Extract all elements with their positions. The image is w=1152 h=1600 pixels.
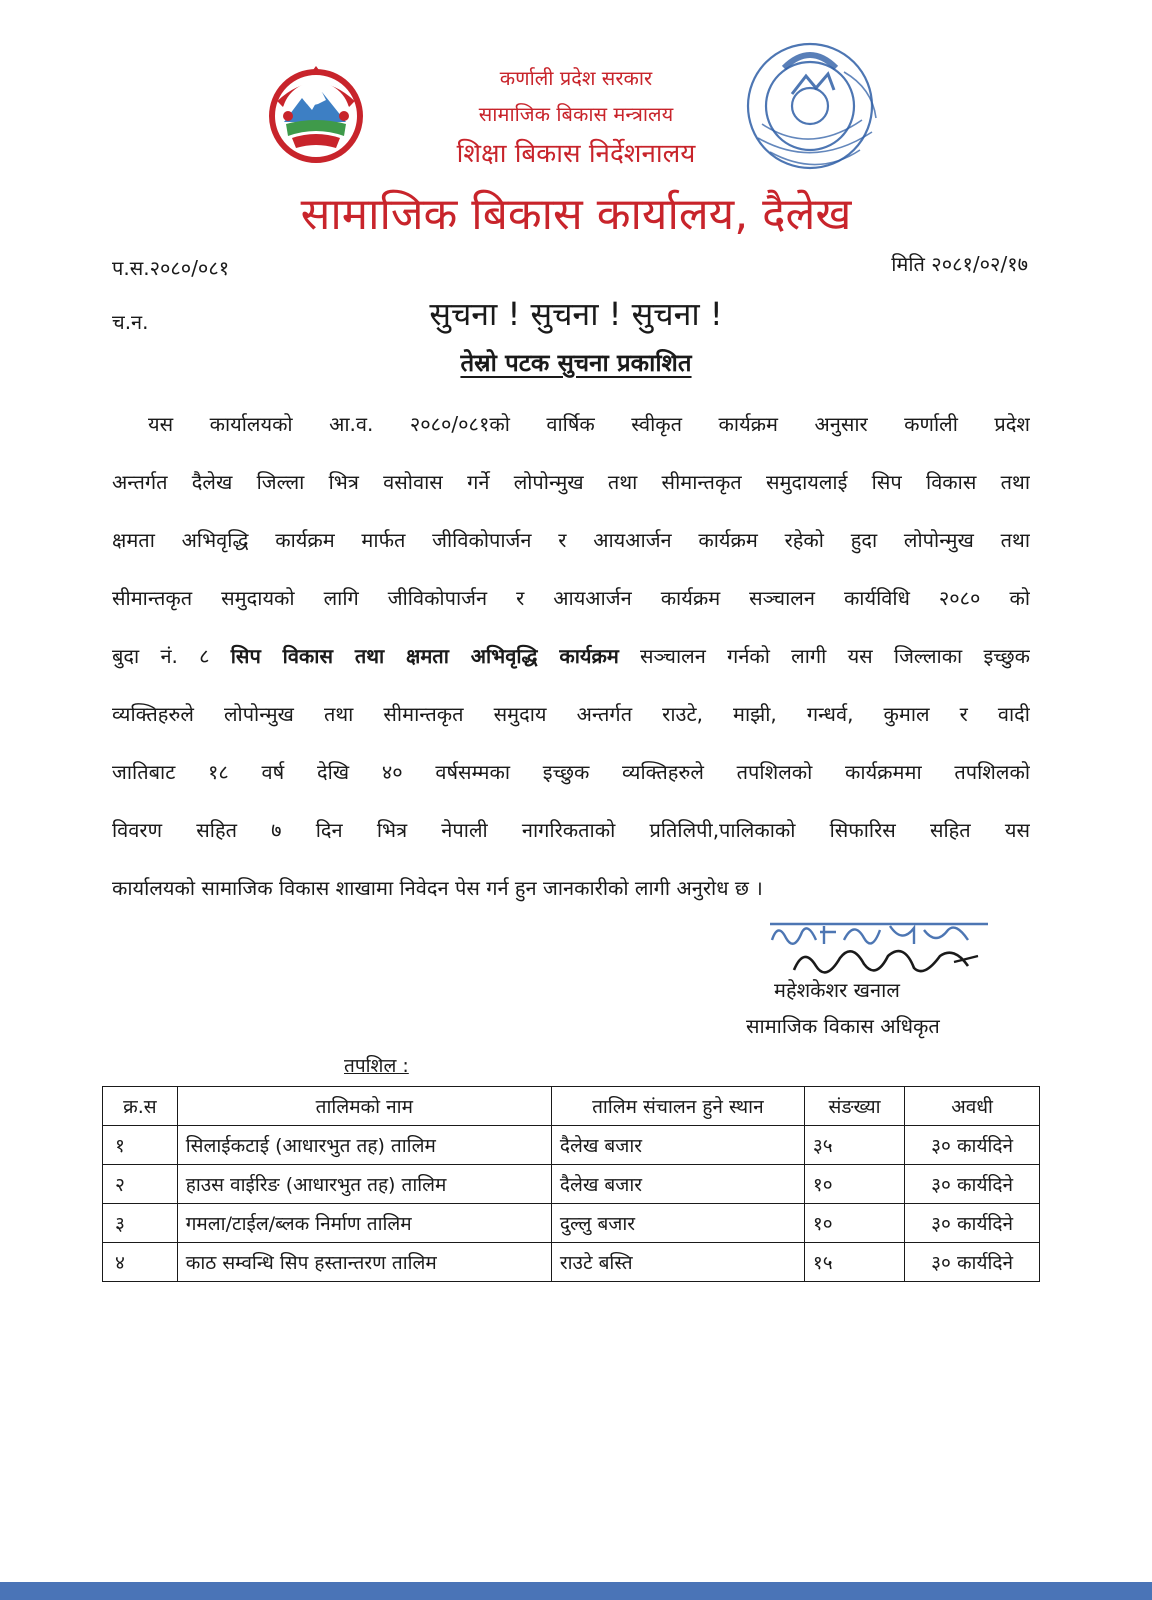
notice-subtitle-text: तेस्रो पटक सुचना प्रकाशित — [460, 349, 692, 377]
signatory-name: महेशकेशर खनाल — [774, 978, 900, 1002]
cell-duration: ३० कार्यदिने — [905, 1243, 1040, 1282]
table-row — [103, 1165, 1040, 1204]
cell-sn: १ — [103, 1126, 178, 1165]
notice-title: सुचना ! सुचना ! सुचना ! — [429, 295, 723, 333]
cell-sn: ४ — [103, 1243, 178, 1282]
col-duration: अवधी — [905, 1087, 1040, 1126]
training-table — [102, 1086, 1040, 1282]
cell-place: दैलेख बजार — [551, 1165, 804, 1204]
cell-duration: ३० कार्यदिने — [905, 1204, 1040, 1243]
table-row — [103, 1243, 1040, 1282]
cell-count: १५ — [804, 1243, 904, 1282]
body-line: यस कार्यालयको आ.व. २०८०/०८१को वार्षिक स्वीकृत कार्यक्रम अनुसार कर्णाली प्रदेश — [148, 412, 1030, 436]
col-sn: क्र.स — [103, 1087, 178, 1126]
table-row — [103, 1126, 1040, 1165]
notice-body — [112, 404, 1030, 926]
cell-training-name: गमला/टाईल/ब्लक निर्माण तालिम — [177, 1204, 551, 1243]
letter-number: प.स.२०८०/०८१ — [112, 256, 230, 280]
scan-bottom-strip — [0, 1582, 1152, 1600]
body-line: अन्तर्गत दैलेख जिल्ला भित्र वसोवास गर्ने लोपोन्मुख तथा सीमान्तकृत समुदायलाई सिप विकास तथा — [112, 470, 1030, 494]
cell-count: ३५ — [804, 1126, 904, 1165]
body-text-segment: बुदा नं. ८ — [112, 644, 231, 668]
header-directorate: शिक्षा बिकास निर्देशनालय — [456, 139, 696, 169]
body-bold-program: सिप विकास तथा क्षमता अभिवृद्धि कार्यक्रम — [230, 644, 619, 668]
letter-date: मिति २०८१/०२/१७ — [891, 252, 1028, 276]
cell-duration: ३० कार्यदिने — [905, 1126, 1040, 1165]
body-line: जातिबाट १८ वर्ष देखि ४० वर्षसम्मका इच्छुक व्यक्तिहरुले तपशिलको कार्यक्रममा तपशिलको — [112, 760, 1030, 784]
table-caption: तपशिल : — [344, 1055, 409, 1077]
header-province: कर्णाली प्रदेश सरकार — [499, 66, 653, 90]
notice-subtitle — [300, 346, 852, 379]
cell-duration: ३० कार्यदिने — [905, 1165, 1040, 1204]
table-row — [103, 1204, 1040, 1243]
cell-place: दैलेख बजार — [551, 1126, 804, 1165]
signatory-post: सामाजिक विकास अधिकृत — [746, 1014, 940, 1038]
cell-count: १० — [804, 1165, 904, 1204]
col-count: संङख्या — [804, 1087, 904, 1126]
col-place: तालिम संचालन हुने स्थान — [551, 1087, 804, 1126]
body-line: सीमान्तकृत समुदायको लागि जीविकोपार्जन र आयआर्जन कार्यक्रम सञ्चालन कार्यविधि २०८० को — [112, 586, 1030, 610]
cell-place: राउटे बस्ति — [551, 1243, 804, 1282]
body-text-segment: सञ्चालन गर्नको लागी यस जिल्लाका इच्छुक — [618, 644, 1030, 668]
cell-place: दुल्लु बजार — [551, 1204, 804, 1243]
cell-sn: २ — [103, 1165, 178, 1204]
header-office: सामाजिक बिकास कार्यालय, दैलेख — [300, 189, 852, 240]
cell-training-name: काठ सम्वन्धि सिप हस्तान्तरण तालिम — [177, 1243, 551, 1282]
header-ministry: सामाजिक बिकास मन्त्रालय — [478, 102, 674, 126]
body-line-bold — [112, 636, 1030, 694]
cell-training-name: हाउस वाईरिङ (आधारभुत तह) तालिम — [177, 1165, 551, 1204]
body-line: व्यक्तिहरुले लोपोन्मुख तथा सीमान्तकृत समुदाय अन्तर्गत राउटे, माझी, गन्धर्व, कुमाल र वादी — [112, 702, 1030, 726]
body-line: क्षमता अभिवृद्धि कार्यक्रम मार्फत जीविकोपार्जन र आयआर्जन कार्यक्रम रहेको हुदा लोपोन्मुख तथा — [112, 528, 1030, 552]
body-line: कार्यालयको सामाजिक विकास शाखामा निवेदन पेस गर्न हुन जानकारीको लागी अनुरोध छ । — [112, 876, 763, 900]
cell-count: १० — [804, 1204, 904, 1243]
body-line: विवरण सहित ७ दिन भित्र नेपाली नागरिकताको प्रतिलिपी,पालिकाको सिफारिस सहित यस — [112, 818, 1030, 842]
cell-training-name: सिलाईकटाई (आधारभुत तह) तालिम — [177, 1126, 551, 1165]
dispatch-number: च.न. — [112, 310, 149, 334]
col-training-name: तालिमको नाम — [177, 1087, 551, 1126]
table-header-row — [103, 1087, 1040, 1126]
cell-sn: ३ — [103, 1204, 178, 1243]
